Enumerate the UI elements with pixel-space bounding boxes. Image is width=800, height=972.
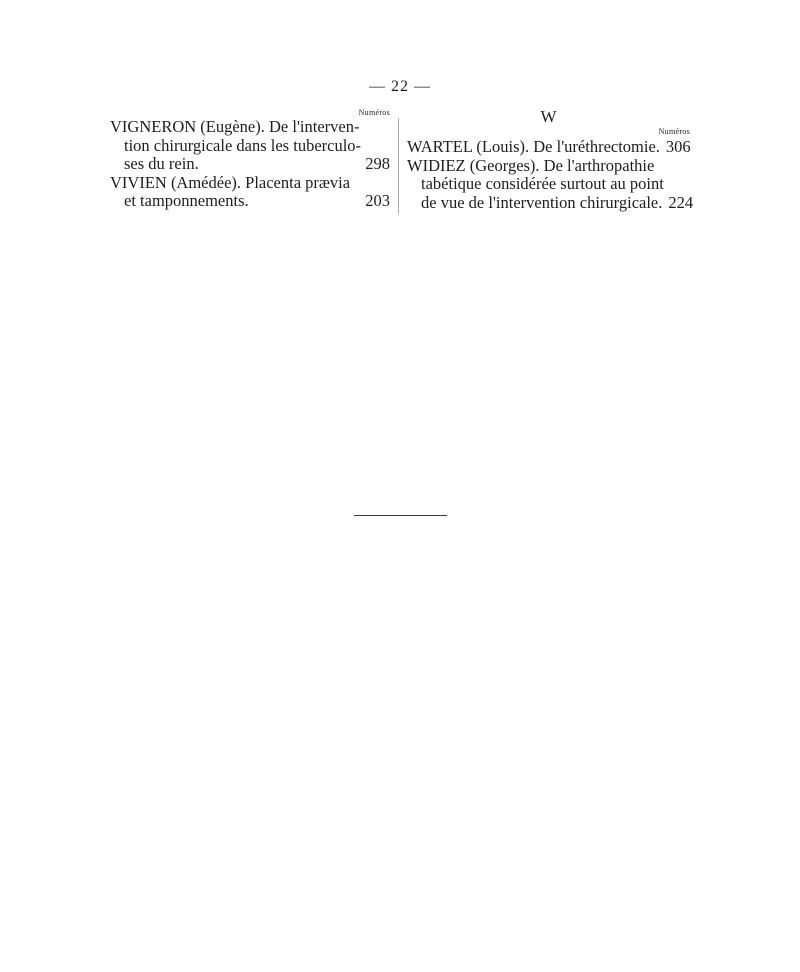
entry-line	[110, 137, 390, 156]
entry-number: 203	[365, 191, 390, 210]
entry-text: et tamponnements.	[124, 191, 249, 210]
entry-line	[407, 175, 690, 194]
section-letter: W	[540, 107, 557, 126]
right-column	[407, 107, 694, 212]
entry-number	[684, 175, 690, 194]
page-number: — 22 —	[369, 78, 431, 95]
entry-text: WARTEL (Louis). De l'uréthrectomie.	[407, 137, 660, 156]
index-entry	[407, 155, 694, 213]
entry-line	[407, 192, 694, 213]
entry-line	[110, 155, 390, 174]
entry-number	[384, 137, 390, 156]
entry-line	[407, 138, 690, 157]
entry-text: VIGNERON (Eugène). De l'interven-	[110, 117, 360, 136]
entry-line	[110, 118, 390, 137]
index-entry	[110, 174, 390, 211]
left-column	[110, 108, 390, 211]
numeros-label: Numéros	[658, 127, 690, 136]
entry-number: 298	[365, 154, 390, 173]
entry-text: de vue de l'intervention chirurgicale.	[421, 192, 663, 212]
index-entry	[407, 138, 690, 157]
end-rule	[354, 515, 447, 516]
entry-line	[407, 157, 690, 176]
entry-text: tion chirurgicale dans les tuberculo-	[124, 135, 362, 155]
entry-number	[384, 174, 390, 193]
entry-number: 224	[668, 192, 694, 212]
entry-number	[684, 157, 690, 176]
entry-text: VIVIEN (Amédée). Placenta prævia	[110, 172, 351, 192]
entry-line	[110, 192, 390, 211]
entry-number: 306	[665, 137, 691, 156]
entry-text: ses du rein.	[124, 154, 199, 173]
index-entry	[110, 118, 390, 174]
entry-line	[110, 174, 390, 193]
entry-text: tabétique considérée surtout au point	[421, 174, 664, 193]
numeros-label: Numéros	[358, 108, 390, 117]
column-divider	[398, 118, 399, 214]
entry-number	[384, 118, 390, 137]
entry-text: WIDIEZ (Georges). De l'arthropathie	[407, 155, 655, 175]
